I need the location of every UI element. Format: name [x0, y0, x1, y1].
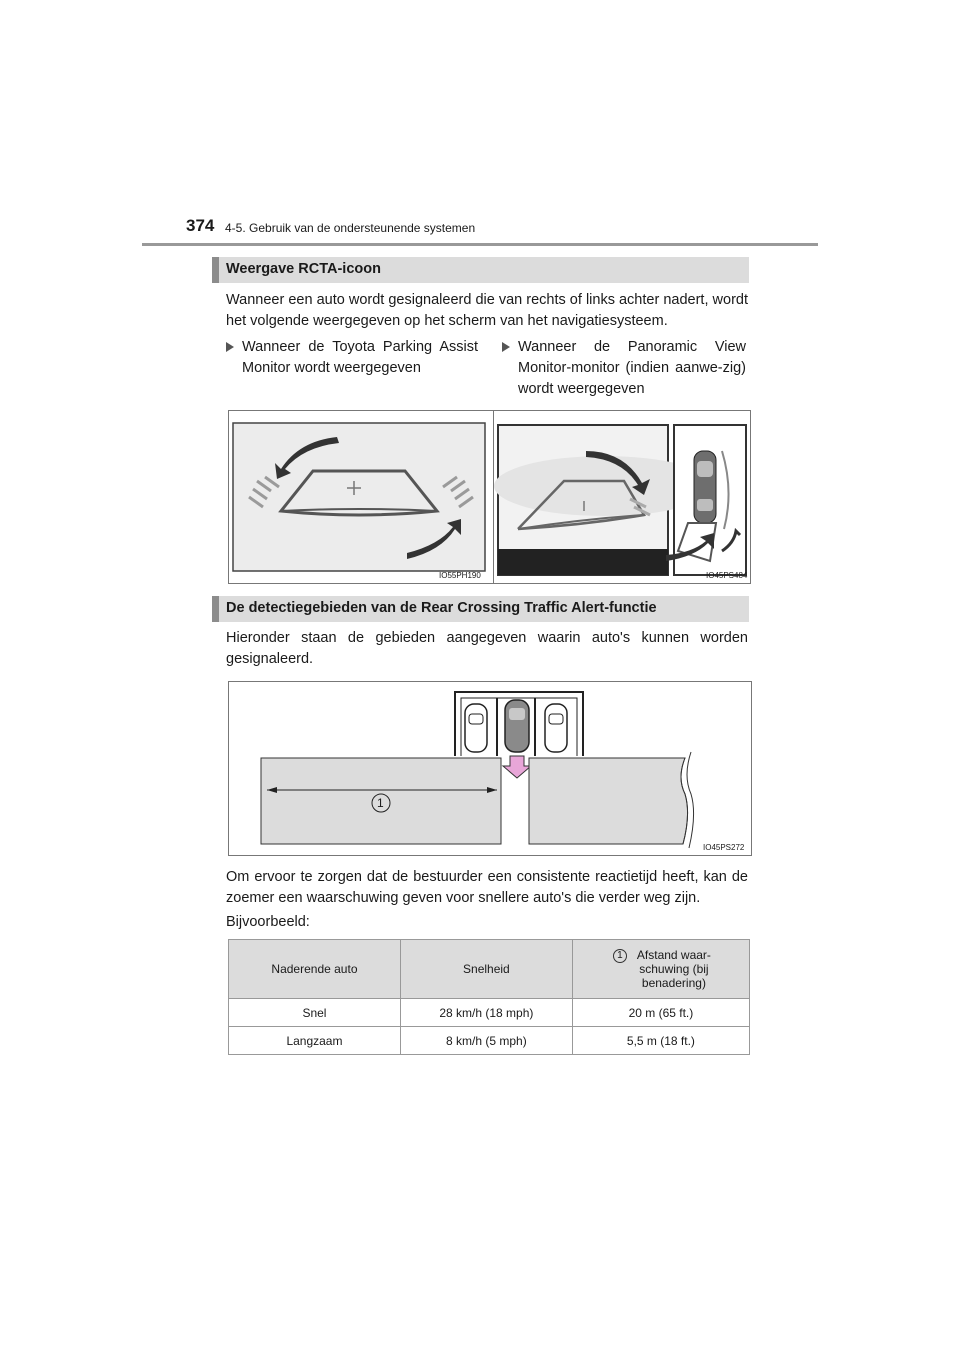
- header-rule: [142, 243, 818, 246]
- page-number: 374: [186, 216, 215, 235]
- bullet-text: Wanneer de Toyota Parking Assist Monitor wordt weergegeven: [242, 339, 478, 376]
- table-cell: Snel: [229, 999, 401, 1027]
- figure-panoramic-view: [493, 410, 751, 584]
- bullet-text: Wanneer de Panoramic View Monitor-monitor (indien aanwe-zig) wordt weergegeven: [518, 339, 746, 397]
- panoramic-view-illustration: [494, 411, 750, 583]
- bullet-arrow-icon: [502, 342, 510, 352]
- figure-parking-assist: [228, 410, 494, 584]
- header-warning-distance: [572, 940, 749, 999]
- section-tab: [212, 596, 219, 622]
- callout-number: 1: [377, 796, 384, 810]
- detection-paragraph: Hieronder staan de gebieden aangegeven waarin auto's kunnen worden gesignaleerd.: [226, 630, 748, 667]
- figure-detection-areas: [228, 681, 752, 856]
- detection-area-illustration: [229, 682, 751, 855]
- parking-assist-illustration: [229, 411, 493, 583]
- section-heading-rcta-icon: [212, 257, 749, 283]
- table-cell: 20 m (65 ft.): [572, 999, 749, 1027]
- table-cell: Langzaam: [229, 1027, 401, 1055]
- header-speed: Snelheid: [400, 940, 572, 999]
- bullet-arrow-icon: [226, 342, 234, 352]
- section-tab: [212, 257, 219, 283]
- section-heading-detection-areas: [212, 596, 749, 622]
- section-title: De detectiegebieden van de Rear Crossing Traffic Alert-functie: [226, 600, 657, 616]
- chapter-title: 4-5. Gebruik van de ondersteunende systemen: [225, 221, 476, 235]
- bullet-panoramic-view: [502, 337, 746, 400]
- section-title: Weergave RCTA-icoon: [226, 261, 381, 277]
- header-approaching-car: Naderende auto: [229, 940, 401, 999]
- table-row: [229, 1027, 750, 1055]
- callout-number: 1: [613, 949, 627, 963]
- table-header-row: [229, 940, 750, 999]
- table-row: [229, 999, 750, 1027]
- figure-code: IO45PS272: [703, 843, 745, 852]
- table-cell: 8 km/h (5 mph): [400, 1027, 572, 1055]
- figure-code: IO45PS484: [706, 571, 748, 580]
- table-cell: 5,5 m (18 ft.): [572, 1027, 749, 1055]
- header-text: Afstand waar-schuwing (bij benadering): [636, 948, 711, 990]
- figure-code: IO55PH190: [439, 571, 481, 580]
- buzzer-paragraph: Om ervoor te zorgen dat de bestuurder een consistente reactietijd heeft, kan de zoemer een waarschuwing geven voor snellere auto's die verder weg zijn.: [226, 869, 748, 906]
- intro-paragraph: Wanneer een auto wordt gesignaleerd die van rechts of links achter nadert, wordt het volgende weergegeven op het scherm van het navigatiesysteem.: [226, 292, 748, 329]
- table-cell: 28 km/h (18 mph): [400, 999, 572, 1027]
- example-label: Bijvoorbeeld:: [226, 914, 310, 930]
- bullet-parking-assist: [226, 337, 478, 379]
- example-table: [228, 939, 750, 1055]
